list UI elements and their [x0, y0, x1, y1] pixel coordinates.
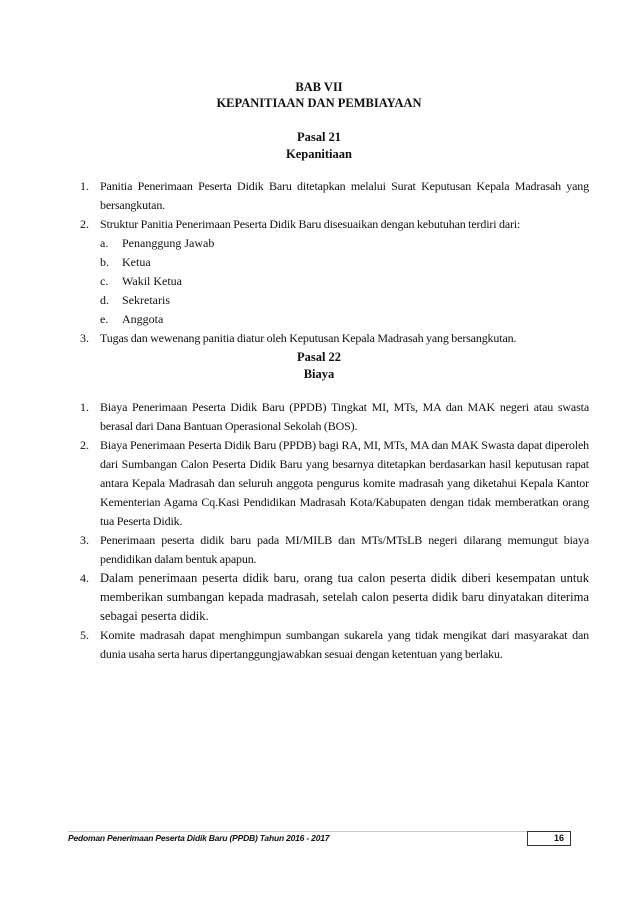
sub-list-item: [100, 272, 638, 291]
list-item-text: Biaya Penerimaan Peserta Didik Baru (PPDB) bagi RA, MI, MTs, MA dan MAK Swasta dapat diperoleh dari Sumbangan Calon Peserta Didik Baru yang besarnya ditetapkan berdasarkan hasil keputusan rapat antara Kepala Madrasah dan seluruh anggota pengurus komite madrasah yang diketahui Kepala Kantor Kementerian Agama Cq.Kasi Pendidikan Madrasah Kota/Kabupaten dengan tidak memberatkan orang tua Peserta Didik.: [100, 438, 589, 528]
list-item: [0, 569, 638, 626]
list-item-number: 4.: [80, 571, 89, 585]
sub-list-item: [100, 291, 638, 310]
page-number: 16: [527, 831, 571, 846]
sub-list-letter: e.: [100, 312, 109, 326]
sub-list-text: Anggota: [122, 312, 164, 326]
sub-list-item: [100, 310, 638, 329]
sub-list-text: Sekretaris: [122, 293, 170, 307]
sub-list-letter: d.: [100, 293, 109, 307]
list-item-text: Panitia Penerimaan Peserta Didik Baru ditetapkan melalui Surat Keputusan Kepala Madrasah yang bersangkutan.: [100, 179, 589, 212]
article-22-title: Biaya: [303, 367, 335, 381]
chapter-title: KEPANITIAAN DAN PEMBIAYAAN: [216, 96, 422, 110]
sub-list-letter: a.: [100, 236, 109, 250]
sub-list-text: Wakil Ketua: [122, 274, 183, 288]
article-22-list: [0, 398, 638, 664]
list-item-number: 2.: [80, 438, 89, 452]
list-item: [0, 329, 638, 348]
list-item-text: Biaya Penerimaan Peserta Didik Baru (PPDB) Tingkat MI, MTs, MA dan MAK negeri atau swasta berasal dari Dana Bantuan Operasional Sekolah (BOS).: [100, 400, 589, 433]
article-21-label: Pasal 21: [296, 130, 342, 144]
list-item-number: 5.: [80, 628, 89, 642]
article-21-title: Kepanitiaan: [286, 147, 352, 161]
article-21-list: [0, 177, 638, 348]
list-item-number: 3.: [80, 331, 89, 345]
chapter-number: BAB VII: [295, 80, 343, 94]
list-item: [0, 398, 638, 436]
list-item-text: Komite madrasah dapat menghimpun sumbangan sukarela yang tidak mengikat dari masyarakat dan dunia usaha serta harus dipertanggungjawabkan sesuai dengan ketentuan yang berlaku.: [100, 628, 589, 661]
footer-title: Pedoman Penerimaan Peserta Didik Baru (PPDB) Tahun 2016 - 2017: [68, 833, 330, 843]
list-item: [0, 626, 638, 664]
list-item-number: 3.: [80, 533, 89, 547]
list-item-number: 1.: [80, 179, 89, 193]
list-item-text: Tugas dan wewenang panitia diatur oleh Keputusan Kepala Madrasah yang bersangkutan.: [100, 331, 517, 345]
sub-list-text: Penanggung Jawab: [122, 236, 215, 250]
sub-list-letter: b.: [100, 255, 109, 269]
committee-structure-list: [100, 234, 638, 329]
article-22-label: Pasal 22: [296, 350, 342, 364]
list-item: [0, 177, 638, 215]
sub-list-item: [100, 234, 638, 253]
sub-list-text: Ketua: [122, 255, 151, 269]
page-footer: [68, 831, 571, 846]
sub-list-letter: c.: [100, 274, 109, 288]
list-item: [0, 215, 638, 234]
list-item: [0, 531, 638, 569]
list-item-number: 1.: [80, 400, 89, 414]
list-item-text: Dalam penerimaan peserta didik baru, orang tua calon peserta didik diberi kesempatan untuk memberikan sumbangan kepada madrasah, setelah calon peserta didik baru dinyatakan diterima sebagai peserta didik.: [100, 571, 589, 623]
list-item-number: 2.: [80, 217, 89, 231]
list-item: [0, 436, 638, 531]
list-item-text: Penerimaan peserta didik baru pada MI/MILB dan MTs/MTsLB negeri dilarang memungut biaya pendidikan dalam bentuk apapun.: [100, 533, 589, 566]
list-item-text: Struktur Panitia Penerimaan Peserta Didik Baru disesuaikan dengan kebutuhan terdiri dari:: [100, 217, 521, 231]
sub-list-item: [100, 253, 638, 272]
